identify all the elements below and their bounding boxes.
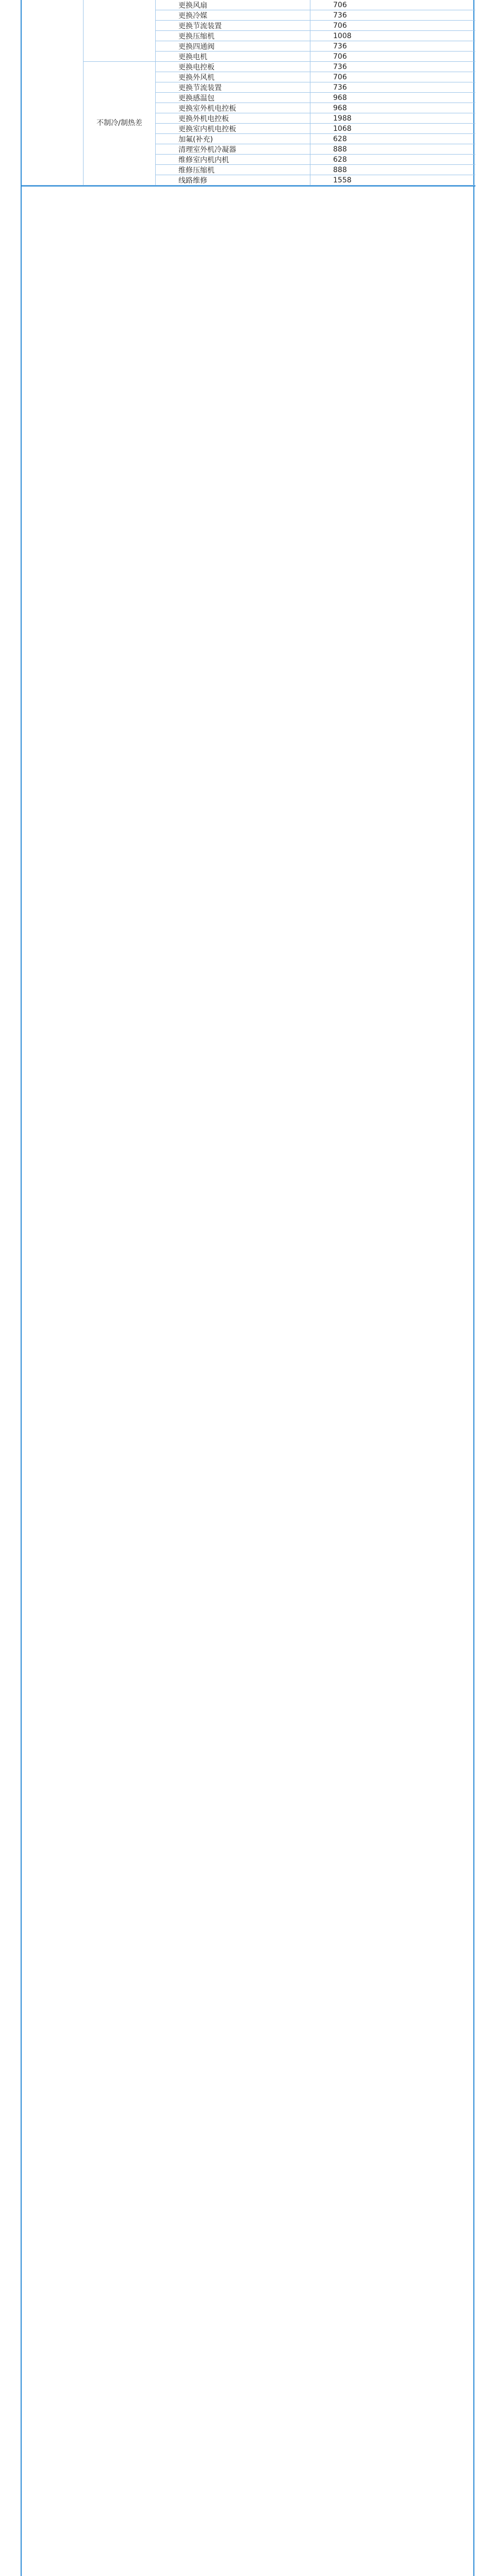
price-cell: 888: [310, 144, 475, 155]
price-cell: 736: [310, 41, 475, 52]
repair-item-cell: 更换节流装置: [156, 82, 310, 93]
fault-cell: [84, 0, 156, 62]
price-cell: 736: [310, 82, 475, 93]
price-cell: 706: [310, 52, 475, 62]
repair-item-cell: 更换冷媒: [156, 10, 310, 21]
repair-item-cell: 更换四通阀: [156, 41, 310, 52]
price-cell: 1558: [310, 175, 475, 185]
repair-item-cell: 维修室内机内机: [156, 155, 310, 165]
repair-item-cell: 清理室外机冷凝器: [156, 144, 310, 155]
repair-item-cell: 更换室外机电控板: [156, 103, 310, 113]
section-divider: [22, 185, 475, 187]
repair-item-cell: 更换外风机: [156, 72, 310, 82]
price-cell: 968: [310, 93, 475, 103]
fault-cell: 不制冷/制热差: [84, 62, 156, 185]
model-cell: [22, 0, 84, 185]
repair-item-cell: 更换压缩机: [156, 31, 310, 41]
price-table: [21, 0, 474, 2576]
price-cell: 968: [310, 103, 475, 113]
repair-item-cell: 加氟(补充): [156, 134, 310, 144]
repair-item-cell: 维修压缩机: [156, 165, 310, 175]
repair-item-cell: 线路维修: [156, 175, 310, 185]
repair-item-cell: 更换室内机电控板: [156, 124, 310, 134]
repair-item-cell: 更换节流装置: [156, 21, 310, 31]
repair-item-cell: 更换风扇: [156, 0, 310, 10]
price-cell: 1988: [310, 113, 475, 124]
price-cell: 628: [310, 134, 475, 144]
price-cell: 706: [310, 72, 475, 82]
repair-item-cell: 更换外机电控板: [156, 113, 310, 124]
price-cell: 888: [310, 165, 475, 175]
price-cell: 1008: [310, 31, 475, 41]
price-cell: 706: [310, 0, 475, 10]
repair-item-cell: 更换电控板: [156, 62, 310, 72]
price-cell: 736: [310, 62, 475, 72]
price-cell: 736: [310, 10, 475, 21]
price-cell: 1068: [310, 124, 475, 134]
repair-item-cell: 更换感温包: [156, 93, 310, 103]
price-cell: 628: [310, 155, 475, 165]
repair-item-cell: 更换电机: [156, 52, 310, 62]
price-cell: 706: [310, 21, 475, 31]
